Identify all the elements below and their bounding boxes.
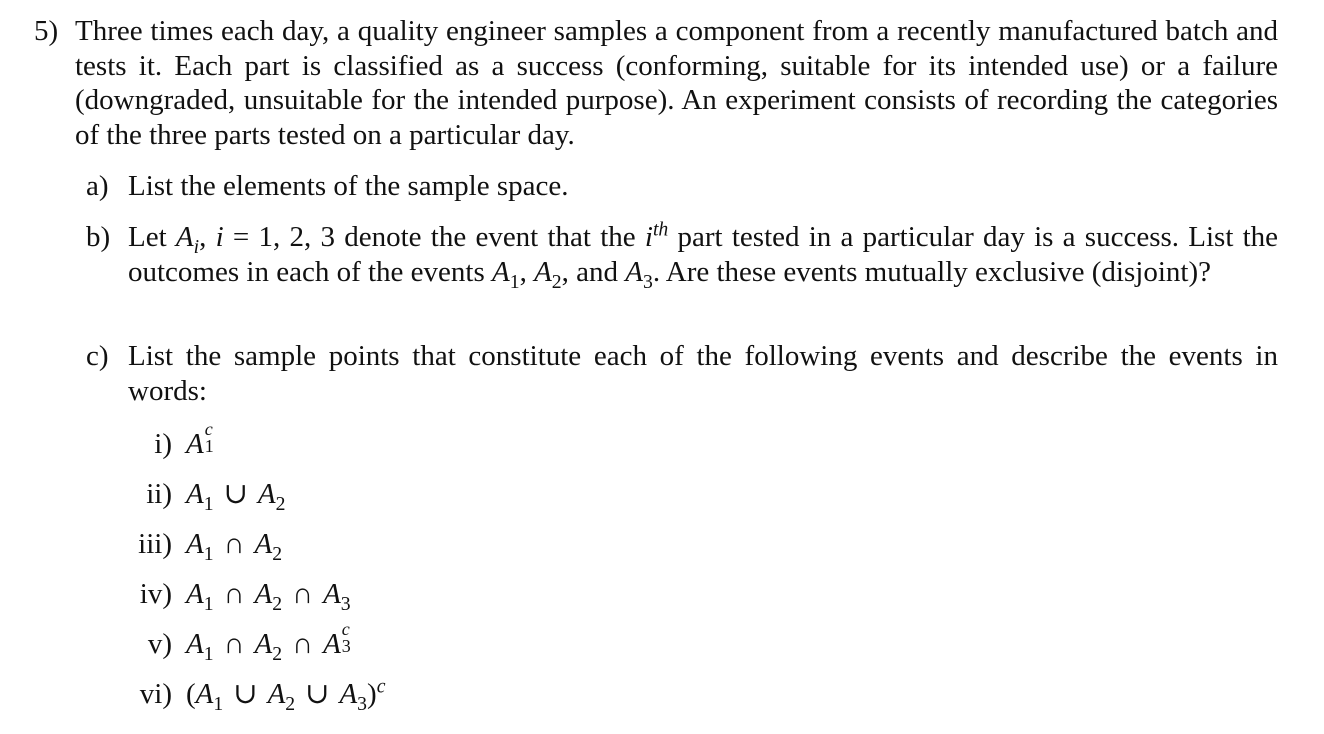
subpart-iii-expression: $A_1$ ∩ $A_2$	[186, 528, 283, 565]
subpart-iv	[0, 574, 500, 614]
part-c-text: List the sample points that constitute each of the following events and describe the events in words:	[128, 340, 1278, 407]
subpart-vi	[0, 674, 500, 714]
part-b-text: Let $A_i$, i = 1, 2, 3 denote the event that the $i^{th}$ part tested in a particular day is a success. List the outcomes in each of the events $A_1$, $A_2$, and $A_3$. Are these events mutually exclusive (disjoint)?	[128, 218, 1279, 293]
part-b	[86, 218, 1279, 293]
subpart-iv-label: iv)	[139, 578, 172, 610]
part-a	[86, 169, 1278, 204]
subpart-i-label: i)	[154, 428, 172, 460]
subpart-i	[0, 419, 500, 464]
problem-statement: Three times each day, a quality engineer samples a component from a recently manufactured batch and tests it. Each part is classified as a success (conforming, suitable for its intended use) or a failure (downgraded, unsuitable for the intended purpose). An experiment consists of recording the categories of the three parts tested on a particular day.	[75, 15, 1278, 151]
subpart-vi-label: vi)	[139, 678, 172, 710]
subpart-ii	[0, 474, 500, 514]
part-b-label: b)	[86, 221, 111, 253]
subpart-v-expression: $A_1$ ∩ $A_2$ ∩ A c 3	[186, 619, 351, 665]
subpart-ii-expression: $A_1$ ∪ $A_2$	[186, 478, 286, 515]
subpart-vi-expression: ($A_1$ ∪ $A_2$ ∪ $A_3)^c$	[186, 675, 386, 715]
subpart-i-expression: A c 1	[186, 419, 214, 460]
part-c	[86, 339, 1278, 408]
subpart-iii-label: iii)	[138, 528, 172, 560]
subpart-v	[0, 619, 500, 665]
problem-number: 5)	[34, 15, 59, 47]
part-c-label: c)	[86, 340, 109, 372]
part-a-label: a)	[86, 170, 109, 202]
subpart-v-label: v)	[147, 628, 172, 660]
part-a-text: List the elements of the sample space.	[128, 170, 569, 202]
subpart-iii	[0, 524, 500, 564]
subpart-ii-label: ii)	[146, 478, 172, 510]
problem-5	[34, 14, 1278, 152]
subpart-iv-expression: $A_1$ ∩ $A_2$ ∩ $A_3$	[186, 578, 351, 615]
